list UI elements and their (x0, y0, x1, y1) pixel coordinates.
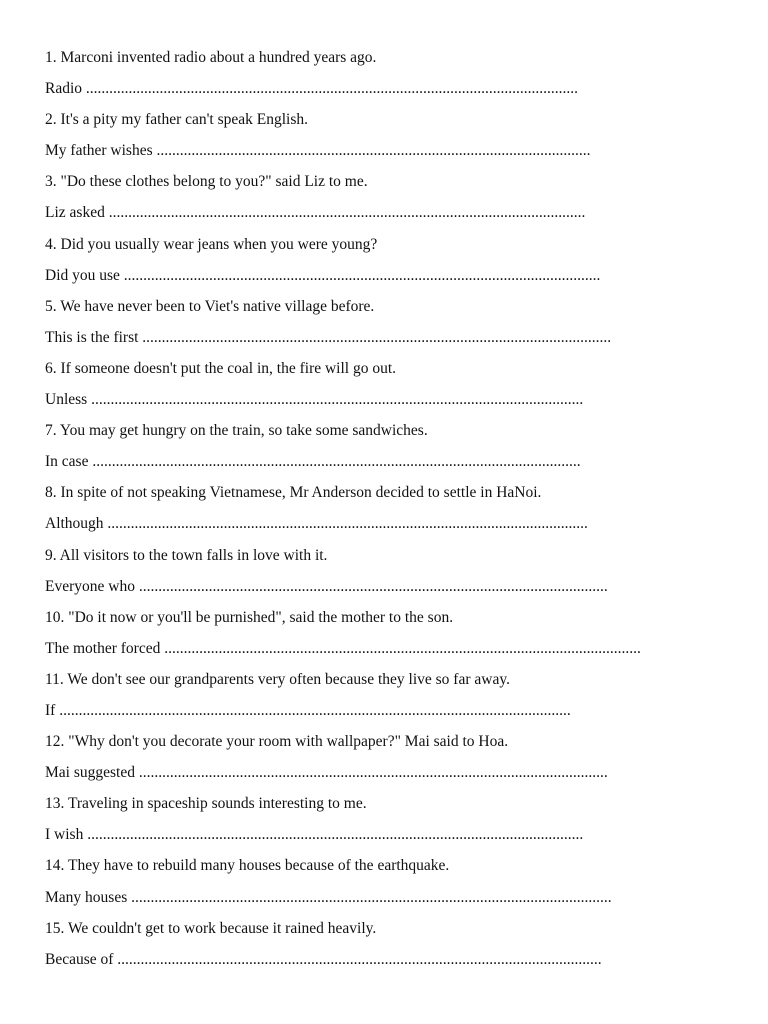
original-sentence: 9. All visitors to the town falls in love with it. (45, 546, 328, 564)
exercise-item (45, 664, 745, 726)
rewrite-prompt: I wish ................................................................................................................................ (45, 826, 584, 844)
rewrite-prompt: Because of ............................................................................................................................. (45, 950, 602, 968)
rewrite-prompt: Mai suggested ......................................................................................................................... (45, 764, 608, 782)
exercise-item (45, 42, 745, 104)
original-sentence: 15. We couldn't get to work because it rained heavily. (45, 919, 377, 937)
original-sentence: 2. It's a pity my father can't speak English. (45, 111, 308, 129)
rewrite-prompt: Liz asked ........................................................................................................................... (45, 204, 586, 222)
exercise-item (45, 104, 745, 166)
rewrite-prompt: Although ............................................................................................................................ (45, 515, 588, 533)
rewrite-prompt: Radio ............................................................................................................................... (45, 80, 579, 98)
original-sentence: 4. Did you usually wear jeans when you were young? (45, 235, 378, 253)
original-sentence: 7. You may get hungry on the train, so take some sandwiches. (45, 422, 428, 440)
exercise-item (45, 229, 745, 291)
exercise-item (45, 788, 745, 850)
rewrite-prompt: Did you use ........................................................................................................................... (45, 266, 601, 284)
exercise-sheet (45, 42, 745, 975)
exercise-item (45, 353, 745, 415)
original-sentence: 1. Marconi invented radio about a hundred years ago. (45, 49, 377, 66)
original-sentence: 12. "Why don't you decorate your room with wallpaper?" Mai said to Hoa. (45, 733, 509, 751)
rewrite-prompt: If .................................................................................................................................... (45, 701, 571, 719)
exercise-item (45, 291, 745, 353)
original-sentence: 11. We don't see our grandparents very often because they live so far away. (45, 670, 510, 688)
rewrite-prompt: In case .............................................................................................................................. (45, 453, 581, 471)
original-sentence: 5. We have never been to Viet's native village before. (45, 297, 375, 315)
exercise-item (45, 166, 745, 228)
original-sentence: 6. If someone doesn't put the coal in, the fire will go out. (45, 359, 397, 377)
exercise-item (45, 415, 745, 477)
rewrite-prompt: This is the first ......................................................................................................................... (45, 328, 612, 346)
exercise-item (45, 850, 745, 912)
rewrite-prompt: My father wishes ................................................................................................................ (45, 142, 591, 160)
exercise-item (45, 726, 745, 788)
rewrite-prompt: Unless ............................................................................................................................... (45, 391, 584, 409)
original-sentence: 13. Traveling in spaceship sounds interesting to me. (45, 795, 367, 813)
original-sentence: 14. They have to rebuild many houses because of the earthquake. (45, 857, 450, 875)
exercise-item (45, 477, 745, 539)
rewrite-prompt: Many houses ............................................................................................................................ (45, 888, 612, 906)
rewrite-prompt: The mother forced ........................................................................................................................... (45, 639, 641, 657)
exercise-item (45, 913, 745, 975)
exercise-item (45, 540, 745, 602)
rewrite-prompt: Everyone who ......................................................................................................................... (45, 577, 608, 595)
original-sentence: 10. "Do it now or you'll be purnished", said the mother to the son. (45, 608, 454, 626)
original-sentence: 3. "Do these clothes belong to you?" said Liz to me. (45, 173, 368, 191)
exercise-item (45, 602, 745, 664)
original-sentence: 8. In spite of not speaking Vietnamese, Mr Anderson decided to settle in HaNoi. (45, 484, 542, 502)
